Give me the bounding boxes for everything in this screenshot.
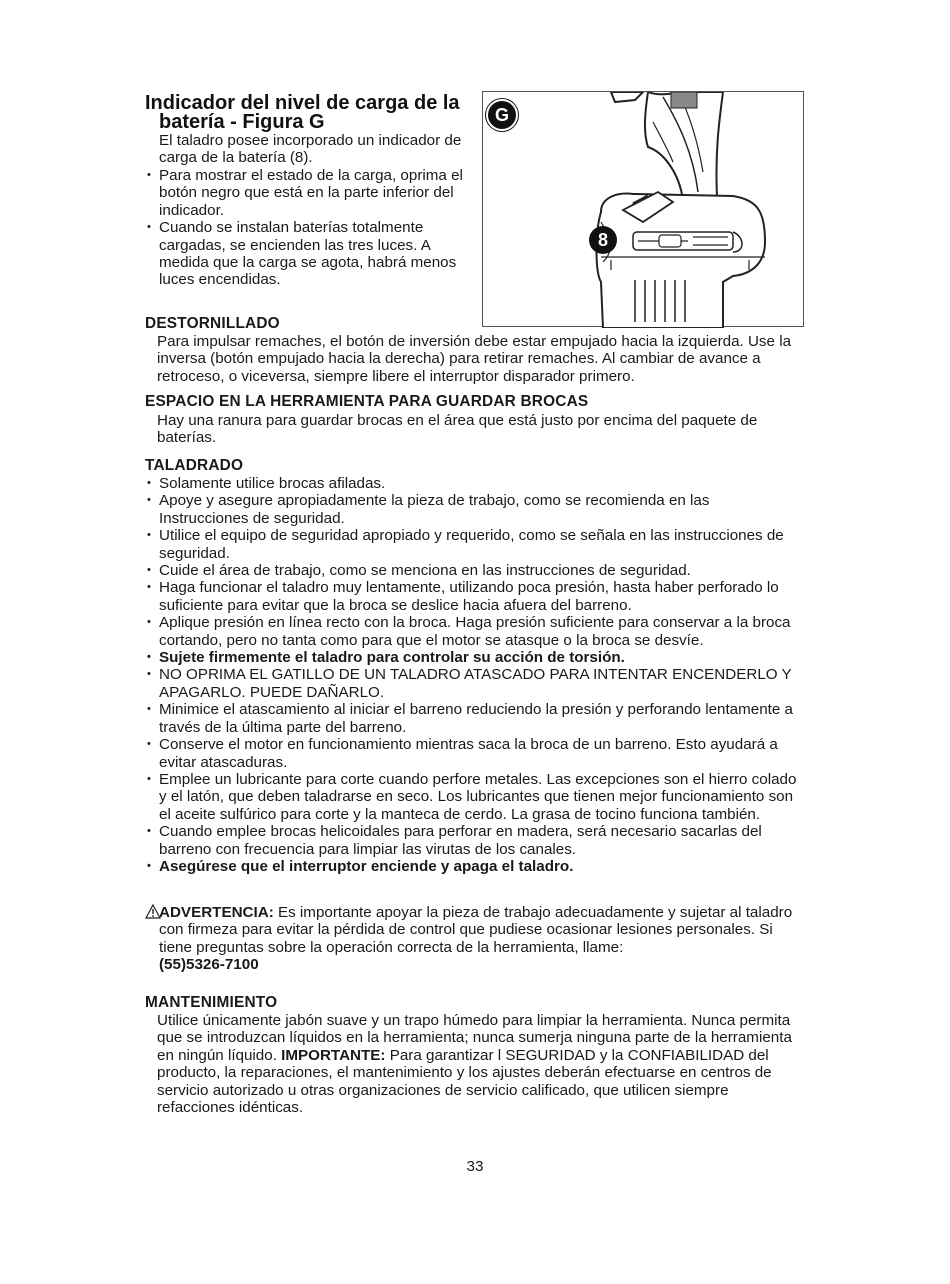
mantenimiento-text-after: Para garantizar l SEGURIDAD y la CONFIABILIDAD del producto, la reparaciones, el mantenimiento y los ajustes deberán efectuarse en centros de servicio autorizado u otras organizaciones de servicio calificado, que utilicen siempre refacciones idénticas. xyxy=(157,1046,772,1117)
page-number: 33 xyxy=(466,1158,484,1175)
important-label: IMPORTANTE: xyxy=(281,1046,386,1064)
figure-badge-letter: G xyxy=(494,105,509,125)
list-item: • NO OPRIMA EL GATILLO DE UN TALADRO ATASCADO PARA INTENTAR ENCENDERLO Y APAGARLO. PUEDE DAÑARLO. xyxy=(159,666,799,701)
espacio-text: Hay una ranura para guardar brocas en el área que está justo por encima del paquete de baterías. xyxy=(157,412,758,447)
battery-title-line1: Indicador del nivel de carga de la xyxy=(145,92,460,114)
battery-intro: El taladro posee incorporado un indicador de carga de la batería (8). xyxy=(159,132,462,167)
list-item: • Conserve el motor en funcionamiento mientras saca la broca de un barreno. Esto ayudará a evitar atascaduras. xyxy=(159,736,799,771)
figure-badge-g xyxy=(486,99,518,131)
mantenimiento-text xyxy=(157,1012,809,1116)
figure-g xyxy=(482,91,804,327)
espacio-heading: ESPACIO EN LA HERRAMIENTA PARA GUARDAR BROCAS xyxy=(145,393,589,410)
list-item: • Apoye y asegure apropiadamente la pieza de trabajo, como se recomienda en las Instrucciones de seguridad. xyxy=(159,492,799,527)
list-item: • Cuide el área de trabajo, como se menciona en las instrucciones de seguridad. xyxy=(159,562,799,579)
list-item: • Utilice el equipo de seguridad apropiado y requerido, como se señala en las instrucciones de seguridad. xyxy=(159,527,799,562)
list-item: • Cuando se instalan baterías totalmente cargadas, se encienden las tres luces. A medida que la carga se agota, habrá menos luces encendidas. xyxy=(159,219,469,289)
warning-phone: (55)5326-7100 xyxy=(159,956,259,974)
callout-8 xyxy=(589,226,617,254)
warning-label: ADVERTENCIA: xyxy=(159,904,274,921)
destornillado-heading: DESTORNILLADO xyxy=(145,315,280,332)
list-item: • Cuando emplee brocas helicoidales para perforar en madera, será necesario sacarlas del barreno con frecuencia para limpiar las virutas de los canales. xyxy=(159,823,799,858)
warning-triangle-icon xyxy=(145,904,161,923)
mantenimiento-heading: MANTENIMIENTO xyxy=(145,994,278,1011)
drill-illustration xyxy=(483,92,805,328)
list-item: • Haga funcionar el taladro muy lentamente, utilizando poca presión, hasta haber perforado lo suficiente para evitar que la broca se deslice hacia afuera del barreno. xyxy=(159,579,799,614)
list-item: • Emplee un lubricante para corte cuando perfore metales. Las excepciones son el hierro colado y el latón, que deben taladrarse en seco. Los lubricantes que tienen mejor funcionamiento son el aceite sulfúrico para corte y la manteca de cerdo. La grasa de tocino funciona también. xyxy=(159,771,799,823)
taladrado-bullets xyxy=(159,475,799,875)
list-item-bold: • Sujete firmemente el taladro para controlar su acción de torsión. xyxy=(159,649,799,666)
warning-block xyxy=(159,904,799,974)
battery-title-line2: batería - Figura G xyxy=(159,111,325,133)
destornillado-text: Para impulsar remaches, el botón de inversión debe estar empujado hacia la izquierda. Use la inversa (botón empujado hacia la derecha) para retirar remaches. Al cambiar de avance a retroceso, o viceversa, siempre libere el interruptor disparador primero. xyxy=(157,333,792,385)
taladrado-heading: TALADRADO xyxy=(145,457,244,474)
list-item: • Minimice el atascamiento al iniciar el barreno reduciendo la presión y perforando lentamente a través de la última parte del barreno. xyxy=(159,701,799,736)
callout-number: 8 xyxy=(597,230,608,250)
warning-text: Es importante apoyar la pieza de trabajo adecuadamente y sujetar al taladro con firmeza para evitar la pérdida de control que pudiese ocasionar lesiones personales. Si tiene preguntas sobre la operación correcta de la herramienta, llame: xyxy=(159,904,793,956)
list-item: • Para mostrar el estado de la carga, oprima el botón negro que está en la parte inferior del indicador. xyxy=(159,167,469,219)
list-item: • Solamente utilice brocas afiladas. xyxy=(159,475,799,492)
list-item-bold: • Asegúrese que el interruptor enciende y apaga el taladro. xyxy=(159,858,799,875)
battery-section-title xyxy=(145,94,475,132)
mantenimiento-text-before: Utilice únicamente jabón suave y un trapo húmedo para limpiar la herramienta. Nunca permita que se introduzcan líquidos en la herramienta; nunca sumerja ninguna parte de la herramienta en ningún líquido. xyxy=(157,1012,792,1064)
list-item: • Aplique presión en línea recto con la broca. Haga presión suficiente para conservar a la broca cortando, pero no tanta como para que el motor se atasque o la broca se desvíe. xyxy=(159,614,799,649)
battery-bullets xyxy=(159,167,469,289)
